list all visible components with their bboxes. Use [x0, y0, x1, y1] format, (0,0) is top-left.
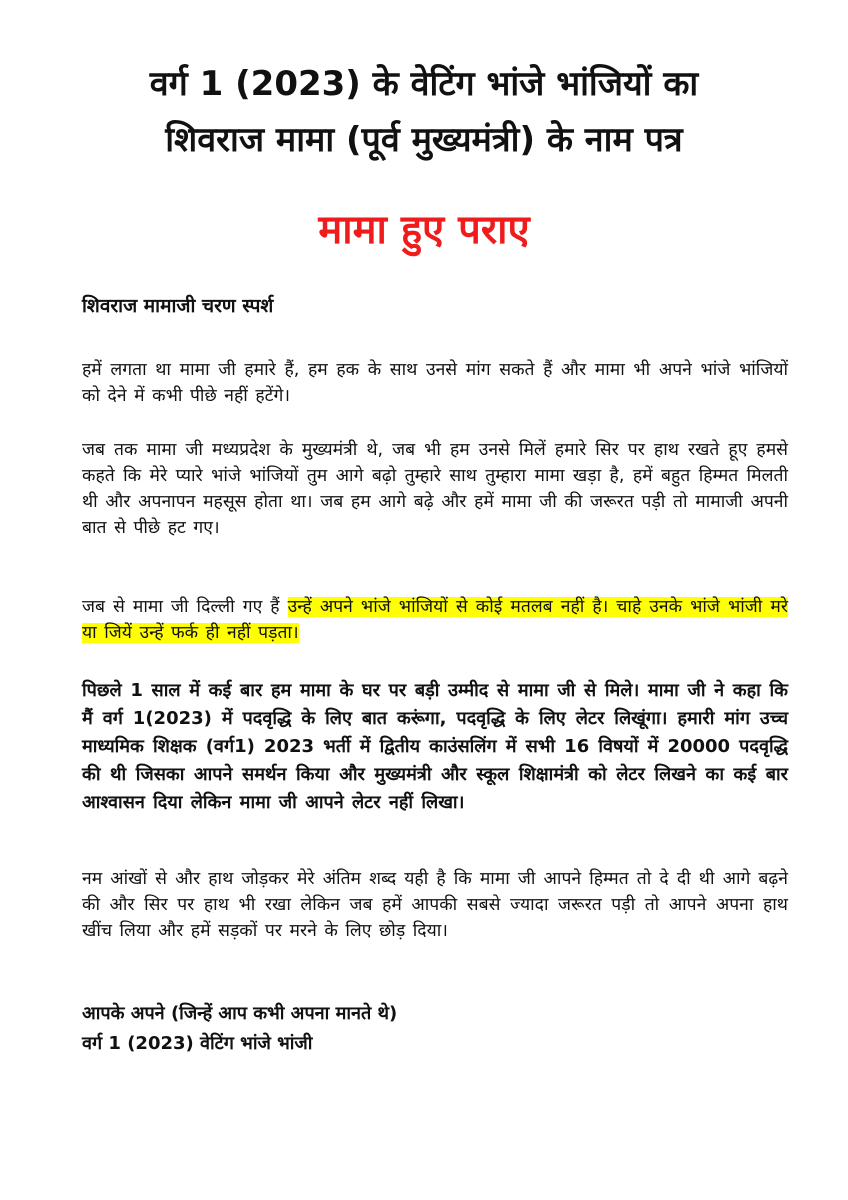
greeting: शिवराज मामाजी चरण स्पर्श [82, 295, 274, 317]
signature-line-2: वर्ग 1 (2023) वेटिंग भांजे भांजी [82, 1033, 313, 1054]
paragraph-3 [82, 594, 788, 646]
highlighted-text: उन्हें अपने भांजे भांजियों से कोई मतलब नहीं है। चाहे उनके भांजे भांजी मरे या जियें उन्हें फर्क ही नहीं पड़ता। [82, 597, 789, 643]
subtitle: मामा हुए पराए [318, 207, 530, 253]
paragraph-4: पिछले 1 साल में कई बार हम मामा के घर पर बड़ी उम्मीद से मामा जी से मिले। मामा जी ने कहा कि मैं वर्ग 1(2023) में पदवृद्धि के लिए बात करूंगा, पदवृद्धि के लिए लेटर लिखूंगा। हमारी मांग उच्च माध्यमिक शिक्षक (वर्ग1) 2023 भर्ती में द्वितीय काउंसलिंग में सभी 16 विषयों में 20000 पदवृद्धि की थी जिसका आपने समर्थन किया और मुख्यमंत्री और स्कूल शिक्षामंत्री को लेटर लिखने का कई बार आश्वासन दिया लेकिन मामा जी आपने लेटर नहीं लिखा। [82, 680, 788, 813]
paragraph-5: नम आंखों से और हाथ जोड़कर मेरे अंतिम शब्द यही है कि मामा जी आपने हिम्मत तो दे दी थी आगे बढ़ने की और सिर पर हाथ भी रखा लेकिन जब हमें आपकी सबसे ज्यादा जरूरत पड़ी तो आपने अपना हाथ खींच लिया और हमें सड़कों पर मरने के लिए छोड़ दिया। [82, 869, 788, 941]
title-line-1: वर्ग 1 (2023) के वेटिंग भांजे भांजियों का [149, 64, 699, 104]
paragraph-2: जब तक मामा जी मध्यप्रदेश के मुख्यमंत्री थे, जब भी हम उनसे मिलें हमारे सिर पर हाथ रखते हूए हमसे कहते कि मेरे प्यारे भांजे भांजियों तुम आगे बढ़ो तुम्हारे साथ तुम्हारा मामा खड़ा है, हमें बहुत हिम्मत मिलती थी और अपनापन महसूस होता था। जब हम आगे बढ़े और हमें मामा जी की जरूरत पड़ी तो मामाजी अपनी बात से पीछे हट गए। [82, 440, 788, 538]
paragraph-3-text: जब से मामा जी दिल्ली गए हैं [82, 597, 288, 617]
signature-line-1: आपके अपने (जिन्हें आप कभी अपना मानते थे) [82, 1003, 398, 1024]
paragraph-1: हमें लगता था मामा जी हमारे हैं, हम हक के साथ उनसे मांग सकते हैं और मामा भी अपने भांजे भांजियों को देने में कभी पीछे नहीं हटेंगे। [82, 360, 788, 406]
title-line-2: शिवराज मामा (पूर्व मुख्यमंत्री) के नाम पत्र [165, 120, 683, 160]
